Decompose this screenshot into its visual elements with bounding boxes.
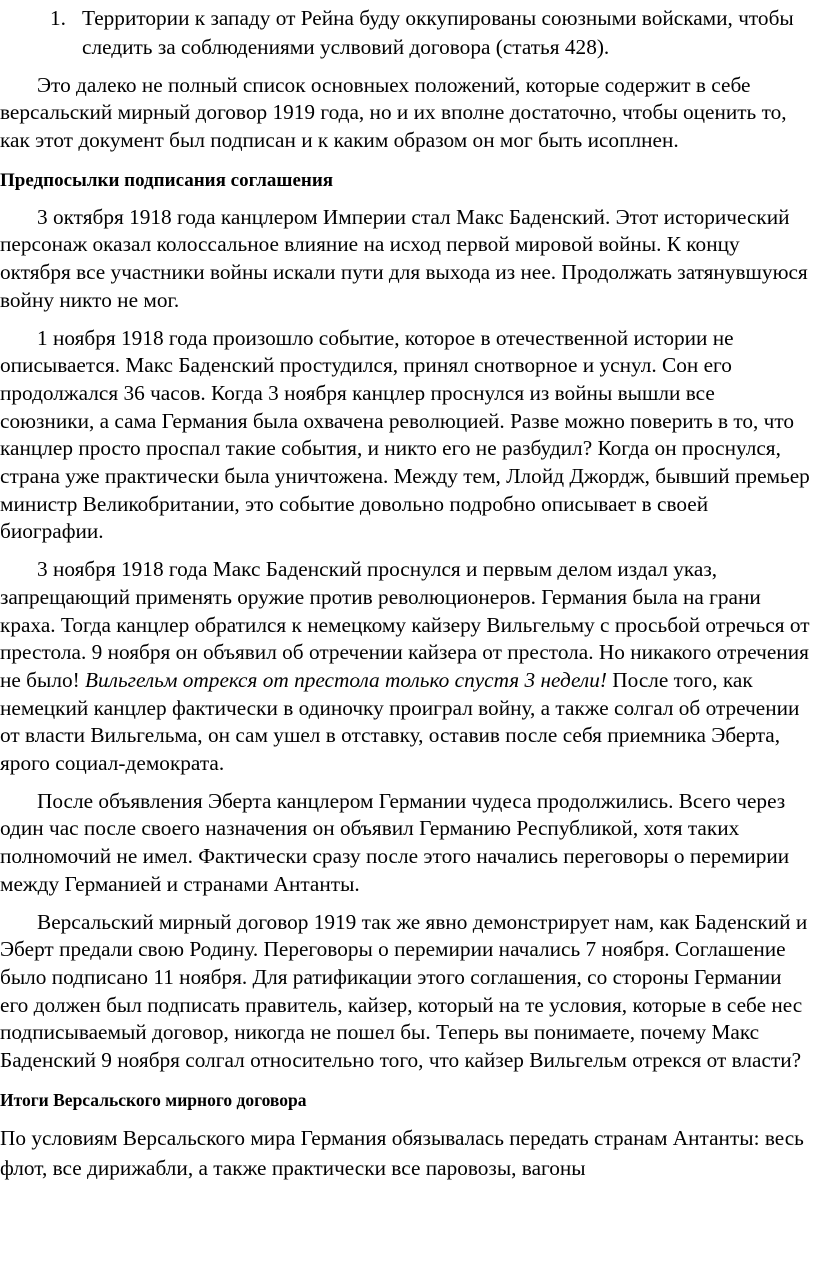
list-number: 1. xyxy=(50,6,66,30)
list-item-text: Территории к западу от Рейна буду оккупированы союзными войсками, чтобы следить за соблюдениями услвовий договора (статья 428). xyxy=(82,6,794,59)
paragraph-text: После того, как немецкий канцлер фактически в одиночку проиграл войну, а также солгал об отречении от власти Вильгельма, он сам ушел в отставку, оставив после себя приемника Эберта, ярого социал-демократа. xyxy=(0,667,800,776)
paragraph: 1 ноября 1918 года произошло событие, которое в отечественной истории не описывается. Макс Баденский простудился, принял снотворное и уснул. Сон его продолжался 36 часов. Когда 3 ноября канцлер проснулся из войны вышли все союзники, а сама Германия была охвачена революцией. Разве можно поверить в то, что канцлер просто проспал такие события, и никто его не разбудил? Когда он проснулся, страна уже практически была уничтожена. Между тем, Ллойд Джордж, бывший премьер министр Великобритании, это событие довольно подробно описывает в своей биографии. xyxy=(0,325,810,544)
paragraph: По условиям Версальского мира Германия обязывалась передать странам Антанты: весь флот, все дирижабли, а также практически все паровозы, вагоны xyxy=(0,1125,804,1180)
paragraph: 3 октября 1918 года канцлером Империи стал Макс Баденский. Этот исторический персонаж оказал колоссальное влияние на исход первой мировой войны. К концу октября все участники войны искали пути для выхода из нее. Продолжать затянувшуюся войну никто не мог. xyxy=(0,204,808,312)
section-heading: Итоги Версальского мирного договора xyxy=(0,1089,307,1110)
list-item xyxy=(0,4,816,62)
emphasis-text: Вильгельм отрекся от престола только спустя 3 недели! xyxy=(85,667,607,692)
section-heading: Предпосылки подписания соглашения xyxy=(0,169,334,191)
paragraph: После объявления Эберта канцлером Германии чудеса продолжились. Всего через один час после своего назначения он объявил Германию Республикой, хотя таких полномочий не имел. Фактически сразу после этого начались переговоры о перемирии между Германией и странами Антанты. xyxy=(0,788,790,896)
paragraph: Это далеко не полный список основныех положений, которые содержит в себе версальский мирный договор 1919 года, но и их вполне достаточно, чтобы оценить то, как этот документ был подписан и к каким образом он мог быть исоплнен. xyxy=(0,72,787,152)
paragraph xyxy=(0,556,816,778)
paragraph: Версальский мирный договор 1919 так же явно демонстрирует нам, как Баденский и Эберт предали свою Родину. Переговоры о перемирии начались 7 ноября. Соглашение было подписано 11 ноября. Для ратификации этого соглашения, со стороны Германии его должен был подписать правитель, кайзер, который на те условия, которые в себе нес подписываемый договор, никогда не пошел бы. Теперь вы понимаете, почему Макс Баденский 9 ноября солгал относительно того, что кайзер Вильгельм отрекся от власти? xyxy=(0,909,808,1073)
paragraph-text: 3 ноября 1918 года Макс Баденский проснулся и первым делом издал указ, запрещающий применять оружие против революционеров. Германия была на грани краха. Тогда канцлер обратился к немецкому кайзеру Вильгельму с просьбой отречься от престола. 9 ноября он объявил об отречении кайзера от престола. Но никакого отречения не было! xyxy=(0,557,810,692)
